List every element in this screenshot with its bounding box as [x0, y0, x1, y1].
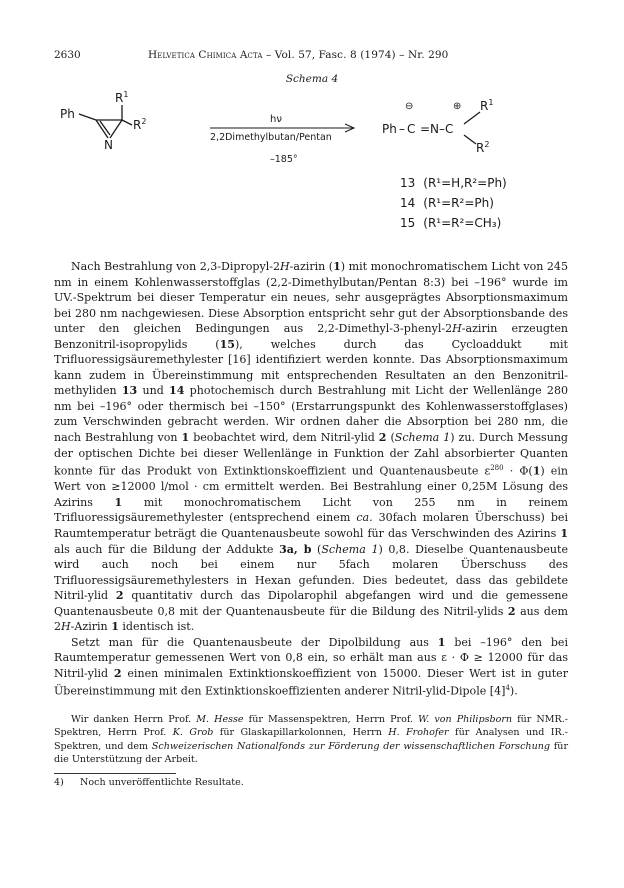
body-text: [54, 259, 568, 700]
journal-citation: [148, 49, 448, 61]
footnote-mark: 4): [54, 777, 64, 788]
compound-14-subst: (R¹=R²=Ph): [423, 196, 494, 210]
compound-14-number: 14: [400, 196, 416, 210]
page-number: 2630: [54, 49, 81, 61]
product-r2: $R^2$: [476, 140, 490, 155]
product-chain: =N–C: [420, 122, 454, 136]
product-r1-bond: [464, 112, 480, 124]
product-dash: –: [399, 122, 405, 136]
paragraph-1: Nach Bestrahlung von 2,3-Dipropyl-2H-azirin (1) mit monochromatischem Licht von 245 nm in einem Kohlenwasserstoffglas (2,2-Dimethylbutan/Pentan 8:3) bei –196° wurde im UV.-Spektrum bei dieser Temperatur ein neues, sehr ausgeprägtes Absorptionsmaximum bei 280 nm nachgewiesen. Diese Absorption entspricht sehr gut der Absorptionsbande des unter den gleichen Bedingungen aus 2,2-Dimethyl-3-phenyl-2H-azirin erzeugten Benzonitril-isopropylids (15), welches durch das Cycloaddukt mit Trifluoressigsäuremethylester [16] identifiziert werden konnte. Das Absorptionsmaximum kann zudem in Übereinstimmung mit entsprechenden Resultaten an den Benzonitril-methyliden 13 und 14 photochemisch durch Bestrahlung mit Licht der Wellenlänge 280 nm bei –196° oder thermisch bei –150° (Erstarrungspunkt des Kohlenwasserstoffglases) zum Verschwinden gebracht werden. Wir ordnen daher die Absorption bei 280 nm, die nach Bestrahlung von 1 beobachtet wird, dem Nitril-ylid 2 (Schema 1) zu. Durch Messung der optischen Dichte bei dieser Wellenlänge in Funktion der Zahl absorbierter Quanten konnte für das Produkt von Extinktionskoeffizient und Quantenausbeute $\varepsilon^{280} \cdot \Phi(1)$ ein Wert von ≥12000 l/mol · cm ermittelt werden. Bei Bestrahlung einer 0,25M Lösung des Azirins 1 mit monochromatischem Licht von 255 nm in reinem Trifluoressigsäuremethylester (entsprechend einem ca. 30fach molaren Überschuss) bei Raumtemperatur beträgt die Quantenausbeute sowohl für das Verschwinden des Azirins 1 als auch für die Bildung der Addukte 3a, b (Schema 1) 0,8. Dieselbe Quantenausbeute wird auch noch bei einem nur 5fach molaren Überschuss des Trifluoressigsäuremethylesters in Hexan gefunden. Dies bedeutet, dass das gebildete Nitril-ylid 2 quantitativ durch das Dipolarophil abgefangen wird und die gemessene Quantenausbeute 0,8 mit der Quantenausbeute für die Bildung des Nitril-ylids 2 aus dem 2H-Azirin 1 identisch ist.: [54, 260, 569, 634]
compound-15-number: 15: [400, 216, 416, 230]
light-label: hν: [270, 114, 282, 125]
reactant-ph: Ph: [60, 107, 75, 121]
footnote: [54, 777, 244, 788]
minus-charge: ⊖: [405, 101, 414, 112]
azirine-reactant: [60, 90, 146, 152]
reactant-r1: $R^1$: [115, 90, 129, 105]
running-header: [54, 49, 568, 63]
plus-charge: ⊕: [453, 101, 462, 112]
solvent-label: 2,2Dimethylbutan/Pentan: [210, 132, 332, 143]
nitrile-ylide-product: [382, 98, 493, 155]
ring-bond-right: [110, 120, 122, 138]
product-r2-bond: [464, 135, 476, 144]
journal-details: – Vol. 57, Fasc. 8 (1974) – Nr. 290: [262, 49, 449, 61]
paragraph-2: Setzt man für die Quantenausbeute der Dipolbildung aus 1 bei –196° den bei Raumtemperatur gemessenen Wert von 0,8 ein, so erhält man aus ε · Φ ≥ 12000 für das Nitril-ylid 2 einen minimalen Extinktionskoeffizient von 15000. Dieser Wert ist in guter Übereinstimmung mit den Extinktionskoeffizienten anderer Nitril-ylid-Dipole $[4]^4$).: [54, 635, 568, 699]
temperature-label: –185°: [270, 154, 298, 165]
product-ph: Ph: [382, 122, 397, 136]
compound-13-number: 13: [400, 176, 416, 190]
product-c: C: [407, 122, 416, 136]
acknowledgement: Wir danken Herrn Prof. M. Hesse für Massenspektren, Herrn Prof. W. von Philipsborn für NMR.-Spektren, Herrn Prof. K. Grob für Glaskapillarkolonnen, Herrn H. Frohofer für Analysen und IR.-Spektren, und dem Schweizerischen Nationalfonds zur Förderung der wissenschaftlichen Forschung für die Unterstützung der Arbeit.: [54, 714, 569, 765]
compound-list: [400, 176, 507, 230]
reaction-scheme: [60, 88, 560, 238]
compound-13: [400, 176, 507, 190]
schema-caption: Schema 4: [285, 73, 339, 85]
compound-13-subst: (R¹=H,R²=Ph): [423, 176, 507, 190]
ph-bond: [79, 114, 96, 120]
journal-name: Helvetica Chimica Acta: [148, 49, 263, 61]
footnote-text: Noch unveröffentlichte Resultate.: [80, 777, 244, 788]
reactant-n: N: [104, 138, 113, 152]
footnote-rule: [54, 773, 176, 774]
reactant-r2: $R^2$: [133, 117, 147, 132]
r2-bond: [122, 120, 132, 125]
compound-15: [400, 216, 501, 230]
product-r1: $R^1$: [480, 98, 494, 113]
compound-14: [400, 196, 494, 210]
compound-15-subst: (R¹=R²=CH₃): [423, 216, 502, 230]
reaction-conditions: [210, 114, 354, 165]
